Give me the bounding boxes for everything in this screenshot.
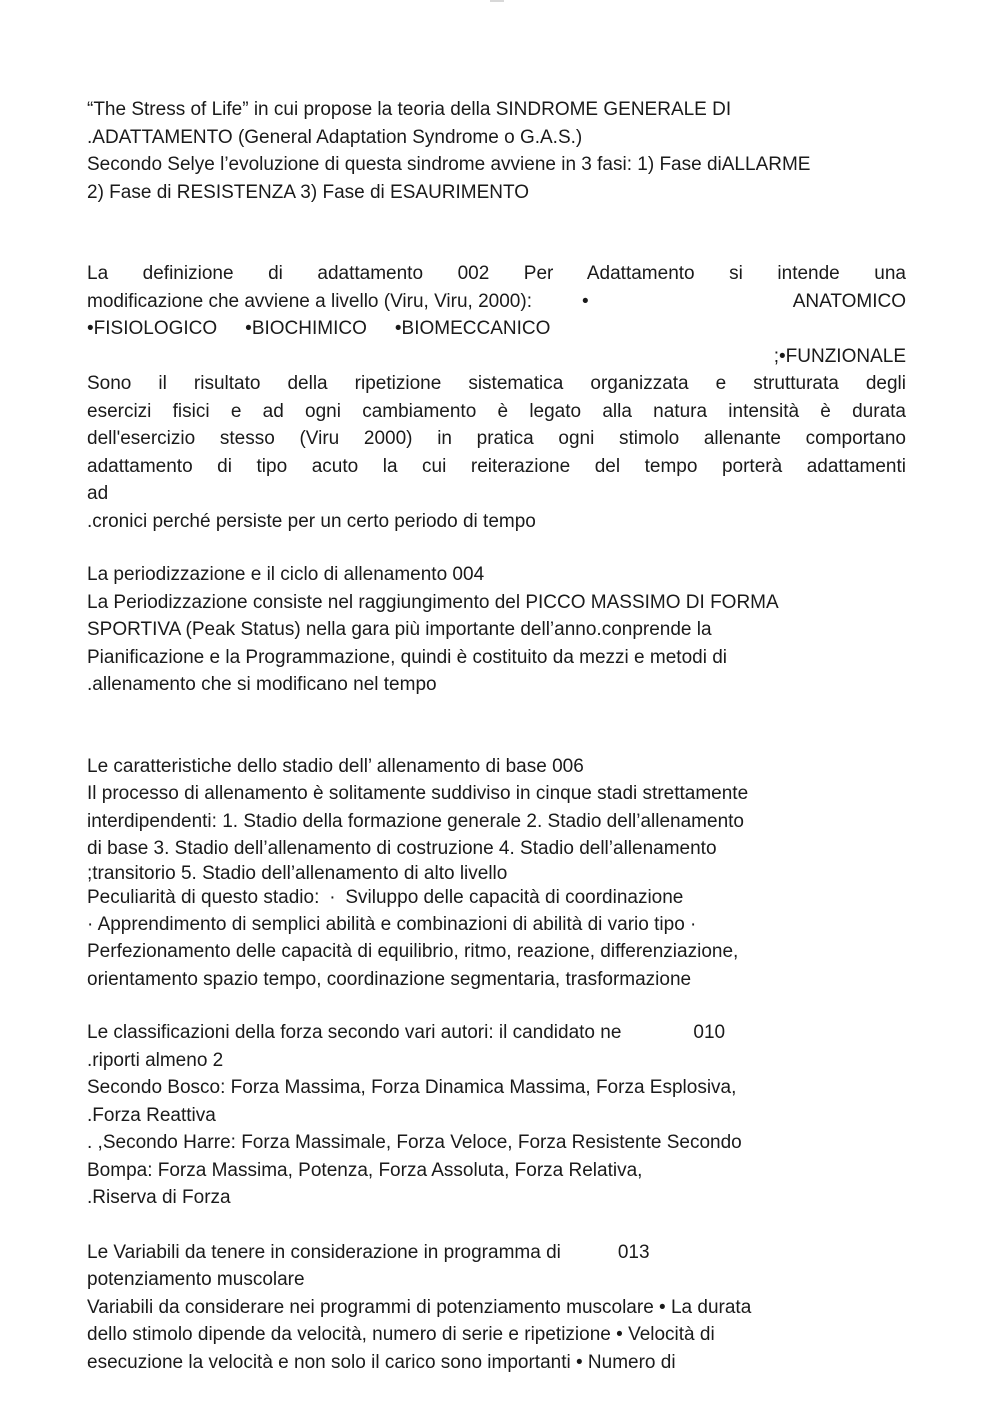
variabili-line: Variabili da considerare nei programmi di potenziamento muscolare • La durata: [87, 1296, 752, 1318]
intro-line: .ADATTAMENTO (General Adaptation Syndrome o G.A.S.): [87, 126, 583, 148]
adattamento-paragraph-line: esercizi fisici e ad ogni cambiamento è legato alla natura intensità è durata: [87, 400, 906, 422]
section-stadio-base: [87, 753, 919, 994]
stadio-base-peculiarita-line: [87, 885, 919, 911]
stadio-base-line: Perfezionamento delle capacità di equilibrio, ritmo, reazione, differenziazione,: [87, 941, 739, 962]
level-funzionale: ;•FUNZIONALE: [773, 345, 906, 367]
apprendimento-text: Apprendimento di semplici abilità e combinazioni di abilità di vario tipo: [97, 913, 685, 935]
stadio-base-title: Le caratteristiche dello stadio dell’ allenamento di base 006: [87, 755, 584, 777]
document-body: [87, 96, 919, 1376]
variabili-title: Le Variabili da tenere in considerazione in programma di: [87, 1241, 561, 1263]
forza-line: Bompa: Forza Massima, Potenza, Forza Assoluta, Forza Relativa,: [87, 1159, 643, 1181]
periodizzazione-line: SPORTIVA (Peak Status) nella gara più importante dell’anno.conprende la: [87, 619, 712, 640]
variabili-title-number: 013: [617, 1241, 650, 1263]
level-fisiologico: •FISIOLOGICO: [87, 318, 218, 339]
stadio-base-line: interdipendenti: 1. Stadio della formazione generale 2. Stadio dell’allenamento: [87, 810, 744, 832]
level-biomeccanico: •BIOMECCANICO: [394, 318, 551, 339]
level-anatomico: ANATOMICO: [792, 290, 906, 312]
stadio-base-line: di base 3. Stadio dell’allenamento di costruzione 4. Stadio dell’allenamento: [87, 838, 717, 859]
adattamento-levels-line: [87, 288, 906, 316]
adattamento-paragraph-line: adattamento di tipo acuto la cui reiterazione del tempo porterà adattamenti: [87, 455, 906, 477]
forza-line: .Forza Reattiva: [87, 1104, 216, 1126]
section-intro: [87, 96, 919, 206]
variabili-line: potenziamento muscolare: [87, 1269, 305, 1290]
forza-line: Secondo Bosco: Forza Massima, Forza Dinamica Massima, Forza Esplosiva,: [87, 1077, 737, 1098]
level-biochimico: •BIOCHIMICO: [245, 318, 367, 339]
adattamento-levels-text: modificazione che avviene a livello (Viru, Viru, 2000):: [87, 290, 532, 312]
forza-title-line: [87, 1019, 919, 1047]
intro-line: 2) Fase di RESISTENZA 3) Fase di ESAURIMENTO: [87, 181, 530, 203]
variabili-line: esecuzione la velocità e non solo il carico sono importanti • Numero di: [87, 1351, 676, 1373]
stadio-base-line: orientamento spazio tempo, coordinazione segmentaria, trasformazione: [87, 968, 692, 990]
adattamento-paragraph-line: .cronici perché persiste per un certo periodo di tempo: [87, 510, 536, 532]
section-periodizzazione: [87, 561, 919, 699]
bullet-icon: •: [581, 290, 589, 312]
forza-title: Le classificazioni della forza secondo vari autori: il candidato ne: [87, 1022, 622, 1043]
adattamento-heading-line: La definizione di adattamento 002 Per Adattamento si intende una: [87, 263, 906, 284]
periodizzazione-title: La periodizzazione e il ciclo di allenamento 004: [87, 564, 485, 585]
adattamento-levels-line-2: [87, 315, 919, 343]
forza-title-number: 010: [693, 1022, 726, 1043]
adattamento-paragraph-line: ad: [87, 483, 109, 504]
stadio-base-apprendimento-line: [87, 911, 919, 939]
stadio-base-line: Il processo di allenamento è solitamente suddiviso in cinque stadi strettamente: [87, 783, 749, 804]
periodizzazione-line: La Periodizzazione consiste nel raggiungimento del PICCO MASSIMO DI FORMA: [87, 591, 779, 613]
dot-icon: ·: [690, 913, 697, 935]
periodizzazione-line: .allenamento che si modificano nel tempo: [87, 674, 437, 695]
stadio-base-line: ;transitorio 5. Stadio dell’allenamento di alto livello: [87, 862, 508, 884]
adattamento-paragraph-line: Sono il risultato della ripetizione sistematica organizzata e strutturata degli: [87, 373, 906, 394]
adattamento-paragraph-line: dell'esercizio stesso (Viru 2000) in pratica ogni stimolo allenante comportano: [87, 428, 906, 449]
forza-line: . ,Secondo Harre: Forza Massimale, Forza Veloce, Forza Resistente Secondo: [87, 1132, 742, 1153]
forza-line: .Riserva di Forza: [87, 1187, 231, 1208]
variabili-title-line: [87, 1239, 919, 1267]
peculiarita-label: Peculiarità di questo stadio:: [87, 886, 320, 908]
variabili-line: dello stimolo dipende da velocità, numero di serie e ripetizione • Velocità di: [87, 1324, 715, 1345]
section-variabili: [87, 1239, 919, 1377]
peculiarita-item: Sviluppo delle capacità di coordinazione: [345, 886, 684, 908]
dot-icon: ·: [87, 913, 94, 935]
intro-line: Secondo Selye l’evoluzione di questa sindrome avviene in 3 fasi: 1) Fase diALLARME: [87, 154, 811, 175]
section-forza: [87, 1019, 919, 1212]
intro-line: “The Stress of Life” in cui propose la teoria della SINDROME GENERALE DI: [87, 99, 732, 120]
periodizzazione-line: Pianificazione e la Programmazione, quindi è costituito da mezzi e metodi di: [87, 646, 727, 668]
page-top-mark: [490, 0, 504, 2]
forza-line: .riporti almeno 2: [87, 1049, 224, 1071]
dot-icon: ·: [329, 886, 336, 908]
section-adattamento: [87, 260, 919, 535]
